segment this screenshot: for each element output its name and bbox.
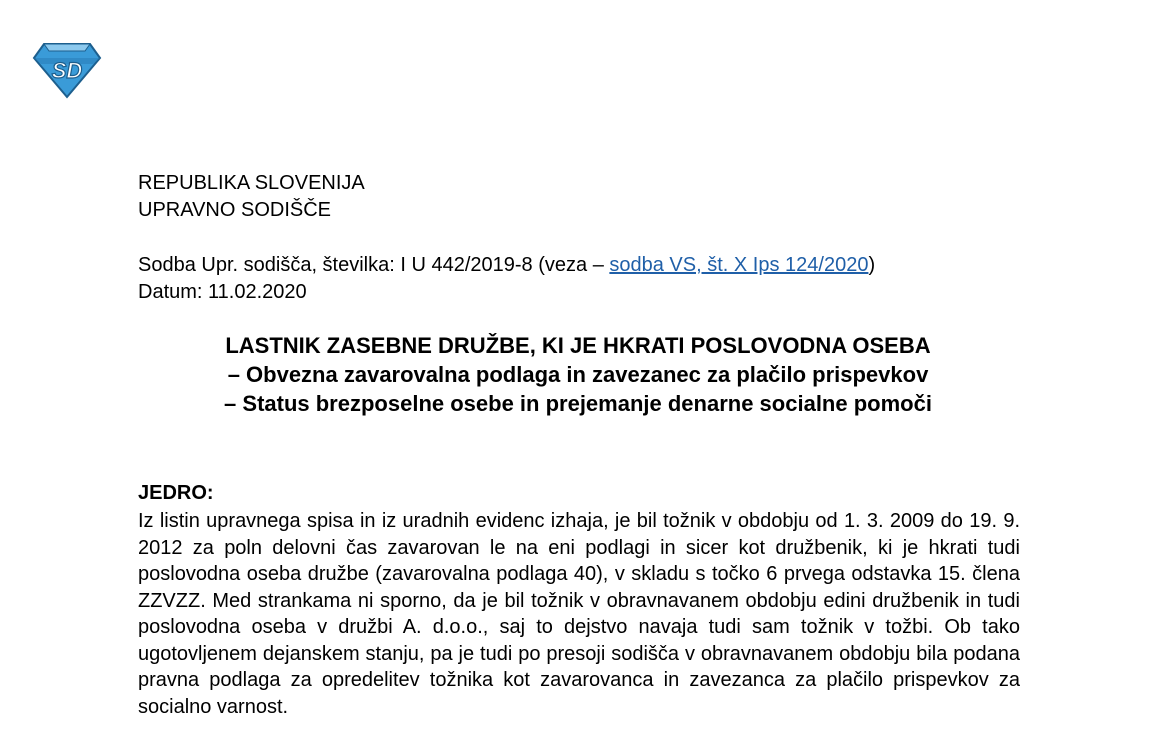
diamond-sd-logo-icon — [30, 40, 104, 100]
case-reference — [138, 252, 875, 306]
country-name: REPUBLIKA SLOVENIJA — [138, 172, 365, 194]
jedro-heading: JEDRO: — [138, 482, 214, 504]
related-judgment-link[interactable]: sodba VS, št. X Ips 124/2020 — [609, 254, 869, 276]
court-logo — [30, 40, 104, 100]
document-title — [138, 331, 1018, 418]
title-line-sub-2: – Status brezposelne osebe in prejemanje denarne socialne pomoči — [224, 391, 932, 416]
court-header — [138, 170, 365, 224]
title-line-sub-1: – Obvezna zavarovalna podlaga in zavezanec za plačilo prispevkov — [227, 362, 929, 387]
title-line-main: LASTNIK ZASEBNE DRUŽBE, KI JE HKRATI POSLOVODNA OSEBA — [225, 333, 931, 358]
case-number-line — [138, 252, 875, 279]
case-number-suffix: ) — [868, 254, 876, 276]
case-number-prefix: Sodba Upr. sodišča, številka: I U 442/2019-8 (veza – — [138, 254, 610, 276]
court-name: UPRAVNO SODIŠČE — [138, 199, 331, 221]
judgment-date: Datum: 11.02.2020 — [138, 281, 307, 303]
logo-letters: SD — [51, 58, 83, 83]
jedro-paragraph: Iz listin upravnega spisa in iz uradnih evidenc izhaja, je bil tožnik v obdobju od 1. 3. 2009 do 19. 9. 2012 za poln delovni čas zavarovan le na eni podlagi in sicer kot družbenik, ki je hkrati tudi poslovodna oseba družbe (zavarovalna podlaga 40), v skladu s točko 6 prvega odstavka 15. člena ZZVZZ. Med strankama ni sporno, da je bil tožnik v obravnavanem obdobju edini družbenik in tudi poslovodna oseba v družbi A. d.o.o., saj to dejstvo navaja tudi sam tožnik v tožbi. Ob tako ugotovljenem dejanskem stanju, pa je tudi po presoji sodišča v obravnavanem obdobju bila podana pravna podlaga za opredelitev tožnika kot zavarovanca in zavezanca za plačilo prispevkov za socialno varnost. — [138, 510, 1020, 718]
